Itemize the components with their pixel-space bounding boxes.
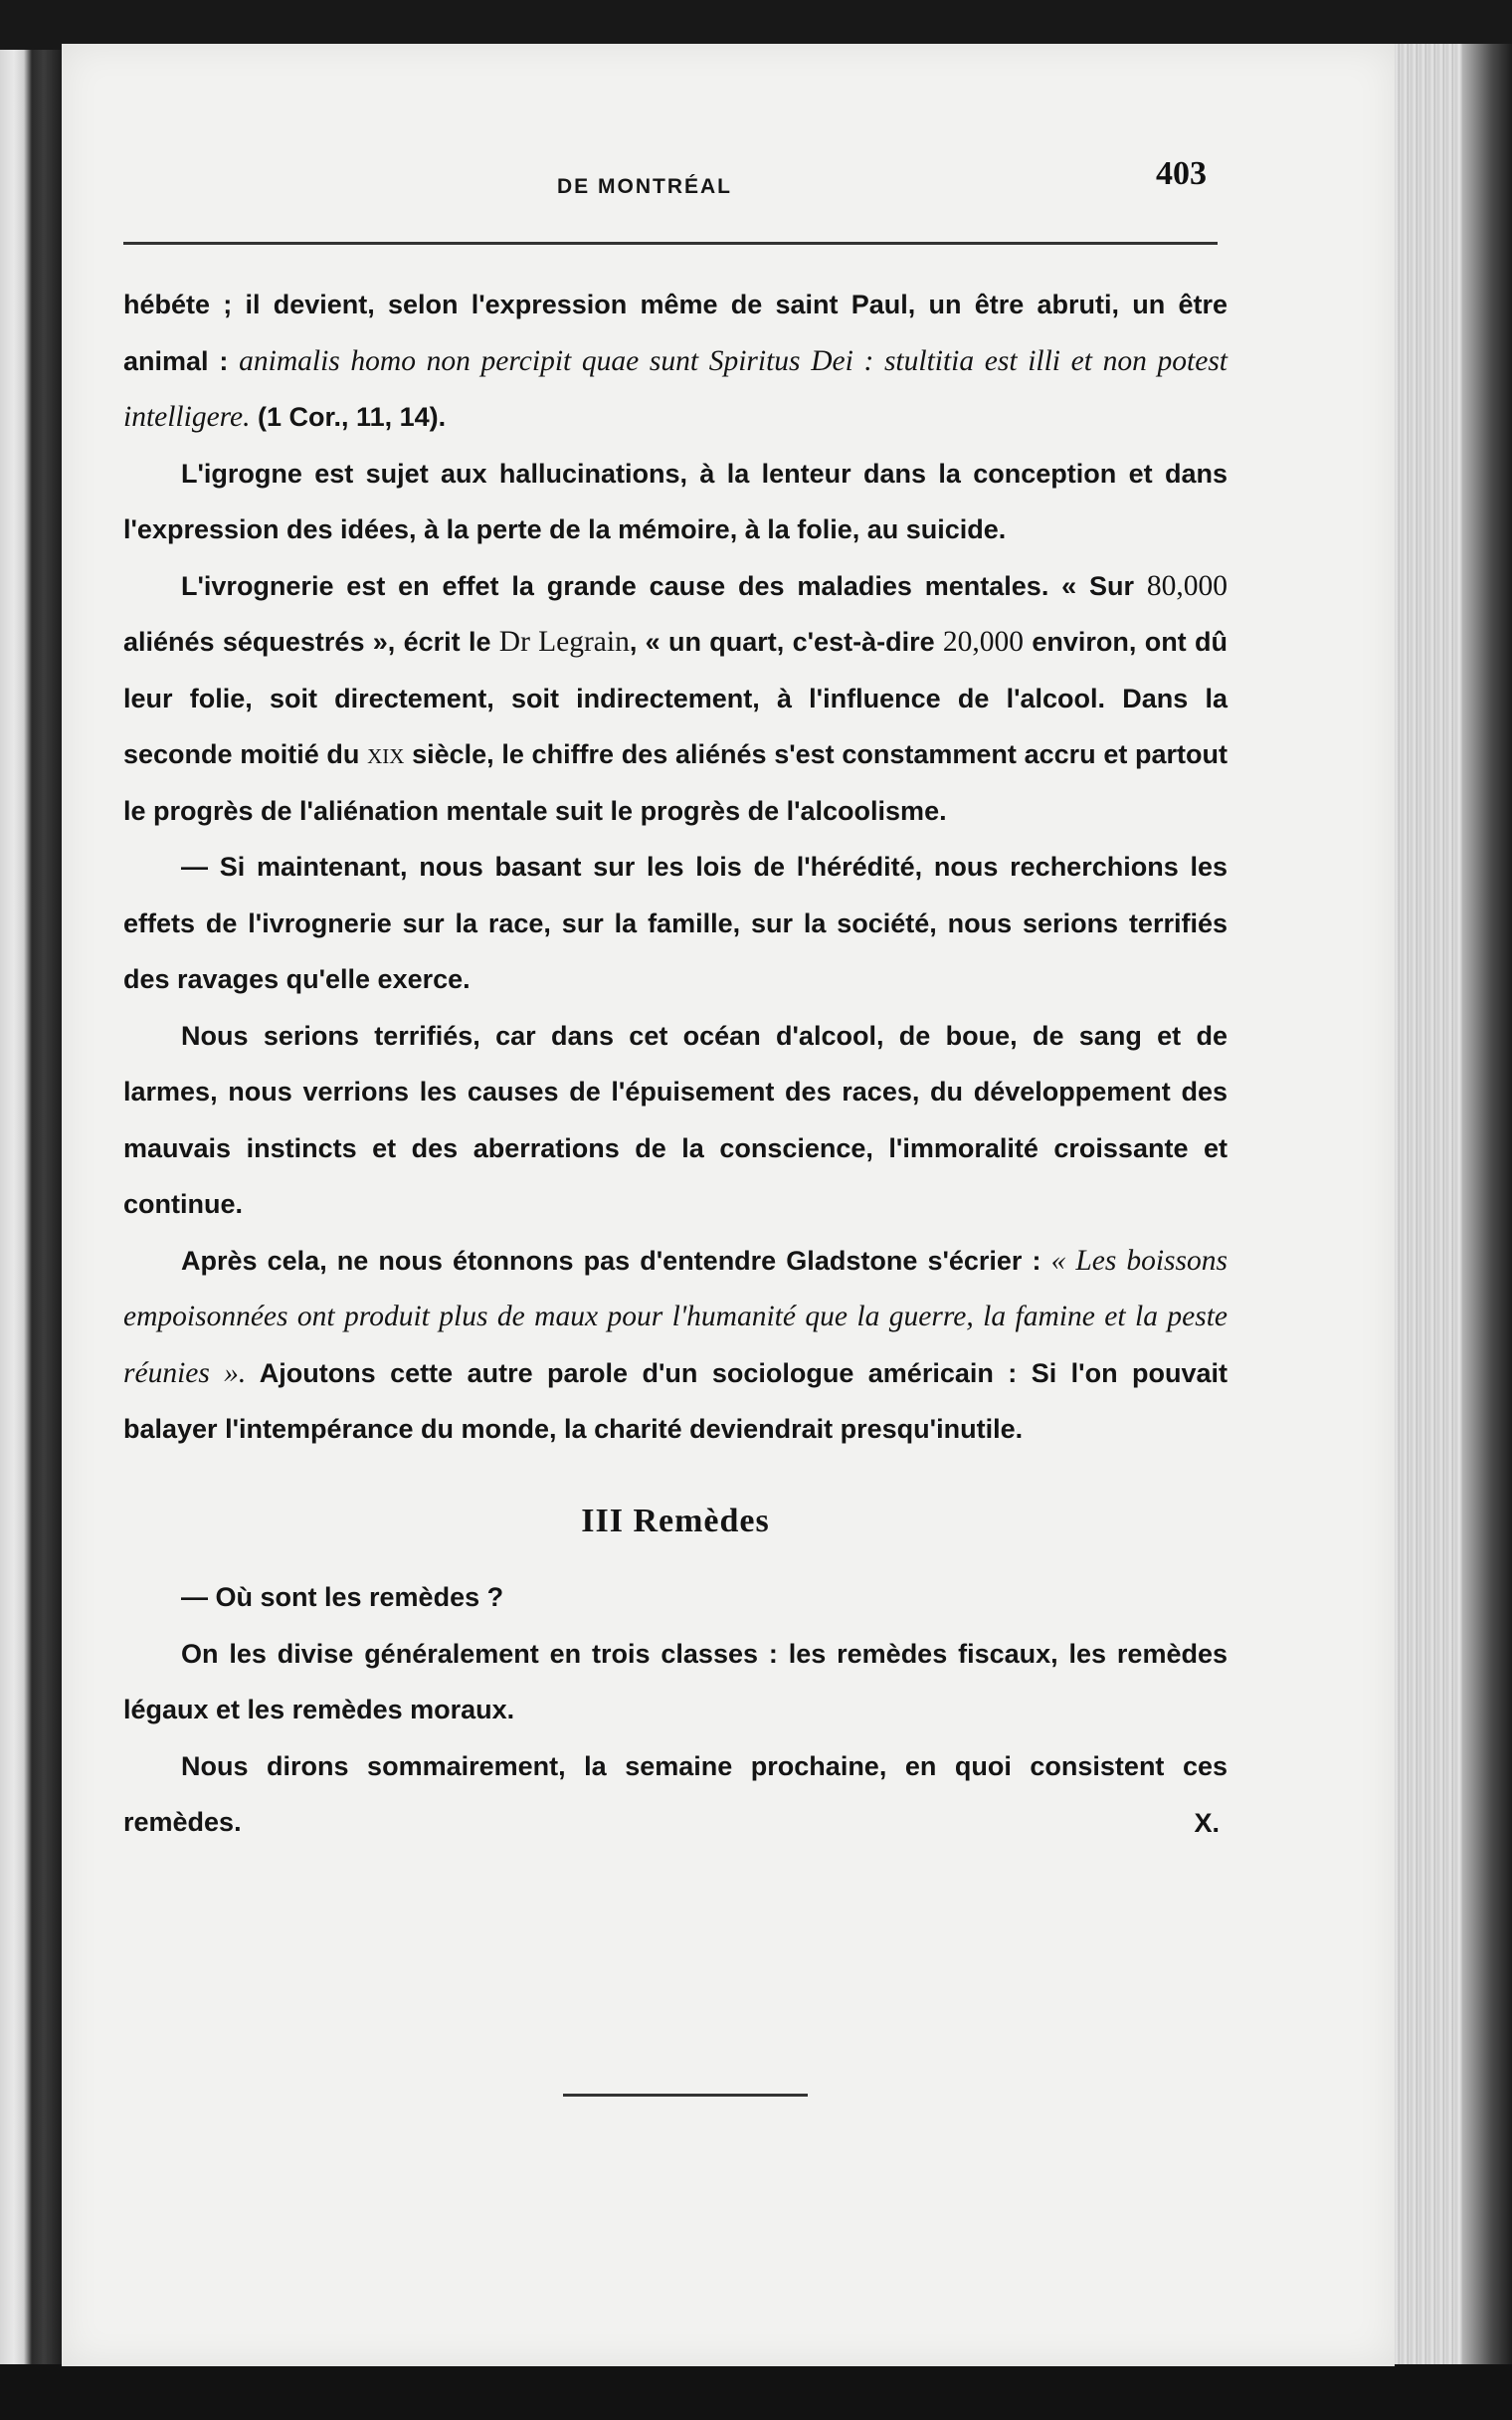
header-rule (123, 242, 1218, 245)
paragraph-1-bold: hébéte ; il devient, selon l'expression même de saint Paul, un être abruti, un être animal : (123, 290, 1228, 376)
paragraph-3-part-d: environ, ont dû leur folie, soit directement, soit indirectement, à l'influence de l'alcool. Dans la seconde moitié du (123, 627, 1228, 769)
author-name: Dr Legrain (498, 626, 630, 658)
paragraph-4 (123, 839, 1228, 1008)
paragraph-2 (123, 446, 1228, 558)
paragraph-9-text: Nous dirons sommairement, la semaine prochaine, en quoi consistent ces remèdes. (123, 1750, 1228, 1837)
paragraph-3-part-a: L'ivrognerie est en effet la grande cause des maladies mentales. « Sur (181, 570, 1147, 601)
scan-bottom-border (0, 2364, 1512, 2420)
figure-quarter: 20,000 (942, 626, 1025, 658)
paragraph-8 (123, 1626, 1228, 1738)
body-text (123, 277, 1228, 1851)
end-rule (563, 2094, 808, 2097)
gladstone-quote: « Les boissons empoisonnées ont produit plus de maux pour l'humanité que la guerre, la famine et la peste réunies ». (123, 1244, 1228, 1389)
running-head: DE MONTRÉAL (557, 175, 732, 198)
paragraph-6-part-a: Après cela, ne nous étonnons pas d'entendre Gladstone s'écrier : (181, 1245, 1051, 1276)
paragraph-3-part-c: , « un quart, c'est-à-dire (629, 627, 943, 657)
century-numeral: xix (367, 738, 405, 770)
paragraph-7 (123, 1569, 1228, 1626)
section-title: III Remèdes (581, 1502, 770, 1539)
paragraph-5-text: Nous serions terrifiés, car dans cet océan d'alcool, de boue, de sang et de larmes, nous verrions les causes de l'épuisement des races, du développement des mauvais instincts et des aberrations de la conscience, l'immoralité croissante et continue. (123, 1020, 1228, 1219)
paragraph-8-text: On les divise généralement en trois classes : les remèdes fiscaux, les remèdes légaux et les remèdes moraux. (123, 1638, 1228, 1724)
page-number: 403 (1156, 155, 1207, 192)
paragraph-9 (123, 1738, 1228, 1851)
figure-alienes: 80,000 (1146, 569, 1228, 602)
paragraph-5 (123, 1008, 1228, 1233)
paragraph-2-text: L'igrogne est sujet aux hallucinations, à la lenteur dans la conception et dans l'expression des idées, à la perte de la mémoire, à la folie, au suicide. (123, 458, 1228, 544)
paragraph-3-part-e: siècle, le chiffre des aliénés s'est constamment accru et partout le progrès de l'aliénation mentale suit le progrès de l'alcoolisme. (123, 739, 1228, 826)
paragraph-4-text: — Si maintenant, nous basant sur les lois de l'hérédité, nous recherchions les effets de l'ivrognerie sur la race, sur la famille, sur la société, nous serions terrifiés des ravages qu'elle exerce. (123, 852, 1228, 994)
paragraph-3 (123, 558, 1228, 840)
citation: (1 Cor., 11, 14). (250, 402, 447, 432)
paragraph-1 (123, 277, 1228, 446)
paragraph-7-text: — Où sont les remèdes ? (181, 1582, 504, 1612)
book-spine-left (0, 50, 62, 2378)
paragraph-3-part-b: aliénés séquestrés », écrit le (123, 627, 499, 657)
paragraph-6-part-b: Ajoutons cette autre parole d'un sociologue américain : Si l'on pouvait balayer l'intempérance du monde, la charité deviendrait presqu'inutile. (123, 1357, 1228, 1444)
paragraph-6 (123, 1233, 1228, 1458)
signature: X. (1194, 1807, 1220, 1838)
latin-quote: animalis homo non percipit quae sunt Spiritus Dei : stultitia est illi et non potest intelligere. (123, 344, 1228, 433)
book-cover-edge-right (1462, 44, 1512, 2372)
